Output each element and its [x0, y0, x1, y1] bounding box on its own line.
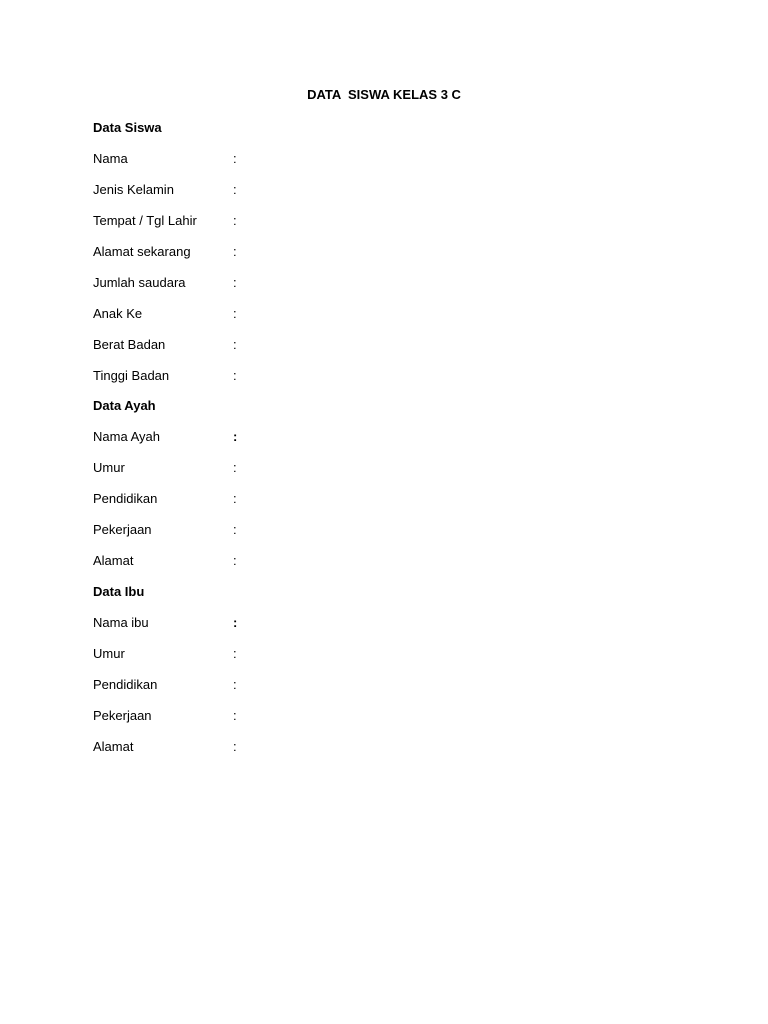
field-colon: : — [233, 429, 238, 444]
field-colon: : — [233, 646, 237, 661]
field-colon: : — [233, 275, 237, 290]
field-label: Alamat — [93, 739, 134, 754]
field-row-umur — [93, 645, 243, 676]
field-row-berat-badan — [93, 336, 243, 367]
section-data-siswa — [93, 119, 243, 398]
field-row-nama-ayah — [93, 428, 243, 459]
field-row-umur — [93, 459, 243, 490]
field-colon: : — [233, 244, 237, 259]
field-label: Anak Ke — [93, 306, 143, 321]
field-row-nama — [93, 150, 243, 181]
field-label: Nama Ayah — [93, 429, 160, 444]
section-heading: Data Ibu — [93, 584, 145, 599]
field-label: Nama ibu — [93, 615, 149, 630]
field-colon: : — [233, 306, 237, 321]
field-colon: : — [233, 615, 238, 630]
field-colon: : — [233, 522, 237, 537]
field-label: Alamat sekarang — [93, 244, 191, 259]
field-label: Tinggi Badan — [93, 368, 170, 383]
field-colon: : — [233, 182, 237, 197]
field-colon: : — [233, 151, 237, 166]
field-row-tempat-tgl-lahir — [93, 212, 243, 243]
field-row-pekerjaan — [93, 521, 243, 552]
field-label: Tempat / Tgl Lahir — [93, 213, 197, 228]
field-colon: : — [233, 491, 237, 506]
document-title: DATA SISWA KELAS 3 C — [307, 87, 461, 102]
section-data-ibu — [93, 583, 243, 769]
section-heading: Data Siswa — [93, 120, 162, 135]
field-label: Pendidikan — [93, 677, 158, 692]
field-colon: : — [233, 460, 237, 475]
field-colon: : — [233, 677, 237, 692]
section-heading: Data Ayah — [93, 398, 156, 413]
field-row-pekerjaan — [93, 707, 243, 738]
field-row-jumlah-saudara — [93, 274, 243, 305]
field-row-pendidikan — [93, 676, 243, 707]
field-colon: : — [233, 553, 237, 568]
field-colon: : — [233, 368, 237, 383]
field-colon: : — [233, 708, 237, 723]
field-row-anak-ke — [93, 305, 243, 336]
field-label: Alamat — [93, 553, 134, 568]
field-label: Nama — [93, 151, 128, 166]
field-row-alamat — [93, 552, 243, 583]
field-label: Pendidikan — [93, 491, 158, 506]
field-colon: : — [233, 337, 237, 352]
field-label: Pekerjaan — [93, 522, 152, 537]
field-row-pendidikan — [93, 490, 243, 521]
section-data-ayah — [93, 397, 243, 583]
field-row-tinggi-badan — [93, 367, 243, 398]
field-label: Umur — [93, 460, 125, 475]
field-row-nama-ibu — [93, 614, 243, 645]
field-label: Berat Badan — [93, 337, 166, 352]
field-row-alamat-sekarang — [93, 243, 243, 274]
field-row-jenis-kelamin — [93, 181, 243, 212]
field-label: Pekerjaan — [93, 708, 152, 723]
field-row-alamat — [93, 738, 243, 769]
field-label: Jenis Kelamin — [93, 182, 174, 197]
field-colon: : — [233, 213, 237, 228]
field-colon: : — [233, 739, 237, 754]
field-label: Umur — [93, 646, 125, 661]
field-label: Jumlah saudara — [93, 275, 186, 290]
